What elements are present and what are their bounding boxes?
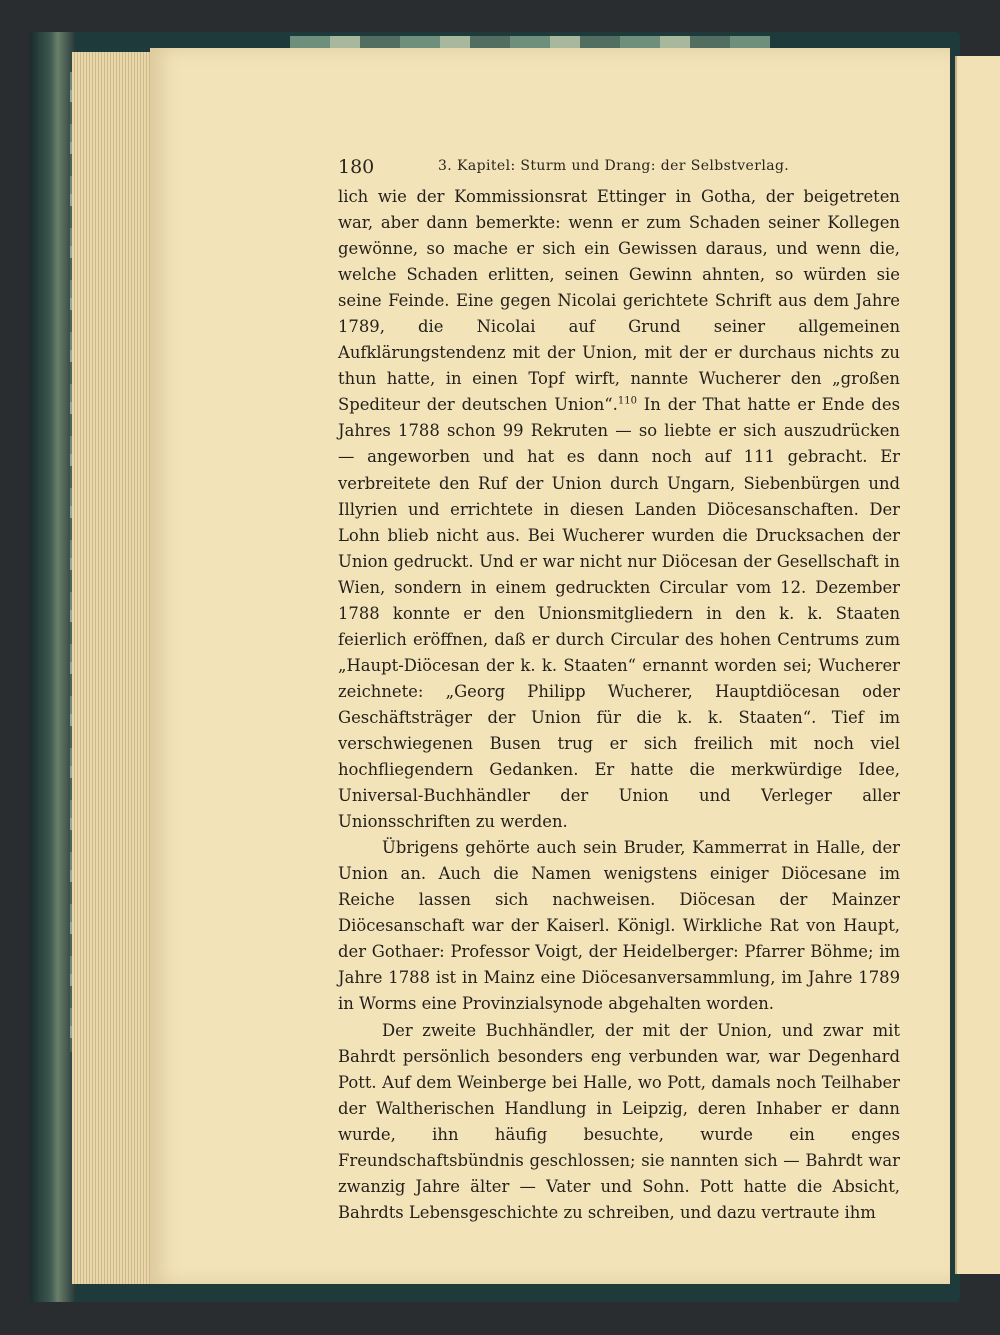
paragraph-1-text: lich wie der Kommissionsrat Ettinger in Gotha, der beigetreten war, aber dann bemerkte: wenn er zum Schaden seiner Kollegen gewönne, so mache er sich ein Gewissen daraus, und wenn die, welche Schaden erlitten, seinen Gewinn ahnten, so würden sie seine Feinde. Eine gegen Nicolai gerichtete Schrift aus dem Jahre 1789, die Nicolai auf Grund seiner allgemeinen Aufklärungstendenz mit der Union, mit der er durchaus nichts zu thun hatte, in einen Topf wirft, nannte Wucherer den „großen Spediteur der deutschen Union“.: [338, 187, 900, 415]
page-stack: [72, 52, 160, 1284]
body-text: [338, 184, 900, 1226]
paragraph-3: [338, 1018, 900, 1226]
paragraph-2: [338, 835, 900, 1017]
facing-page-edge: [955, 56, 1000, 1274]
paragraph-1: [338, 184, 900, 835]
running-head: 3. Kapitel: Sturm und Drang: der Selbstverlag.: [438, 158, 790, 174]
paragraph-3-text: Der zweite Buchhändler, der mit der Union, und zwar mit Bahrdt persönlich besonders eng verbunden war, war Degenhard Pott. Auf dem Weinberge bei Halle, wo Pott, damals noch Teilhaber der Waltherischen Handlung in Leipzig, deren Inhaber er dann wurde, ihn häufig besuchte, wurde ein enges Freundschaftsbündnis geschlossen; sie nannten sich — Bahrdt war zwanzig Jahre älter — Vater und Sohn. Pott hatte die Absicht, Bahrdts Lebensgeschichte zu schreiben, und dazu vertraute ihm: [338, 1020, 900, 1222]
page-header: [338, 156, 908, 182]
footnote-ref-110[interactable]: 110: [617, 395, 637, 407]
page-number: 180: [338, 156, 375, 178]
paragraph-2-text: Übrigens gehörte auch sein Bruder, Kammerrat in Halle, der Union an. Auch die Namen wenigstens einiger Diöcesane im Reiche lassen sich nachweisen. Diöcesan der Mainzer Diöcesanschaft war der Kaiserl. Königl. Wirkliche Rat von Haupt, der Gothaer: Professor Voigt, der Heidelberger: Pfarrer Böhme; im Jahre 1788 ist in Mainz eine Diöcesanversammlung, im Jahre 1789 in Worms eine Provinzialsynode abgehalten worden.: [338, 838, 900, 1014]
paragraph-1-continued: In der That hatte er Ende des Jahres 1788 schon 99 Rekruten — so liebte er sich auszudrücken — angeworben und hat es dann noch auf 111 gebracht. Er verbreitete den Ruf der Union durch Ungarn, Siebenbürgen und Illyrien und errichtete in diesen Landen Diöcesanschaften. Der Lohn blieb nicht aus. Bei Wucherer wurden die Drucksachen der Union gedruckt. Und er war nicht nur Diöcesan der Gesellschaft in Wien, sondern in einem gedruckten Circular vom 12. Dezember 1788 konnte er den Unionsmitgliedern in den k. k. Staaten feierlich eröffnen, daß er durch Circular des hohen Centrums zum „Haupt-Diöcesan der k. k. Staaten“ ernannt worden sei; Wucherer zeichnete: „Georg Philipp Wucherer, Hauptdiöcesan oder Geschäftsträger der Union für die k. k. Staaten“. Tief im verschwiegenen Busen trug er sich freilich mit noch viel hochfliegendern Gedanken. Er hatte die merkwürdige Idee, Universal-Buchhändler der Union und Verleger aller Unionsschriften zu werden.: [338, 395, 900, 832]
